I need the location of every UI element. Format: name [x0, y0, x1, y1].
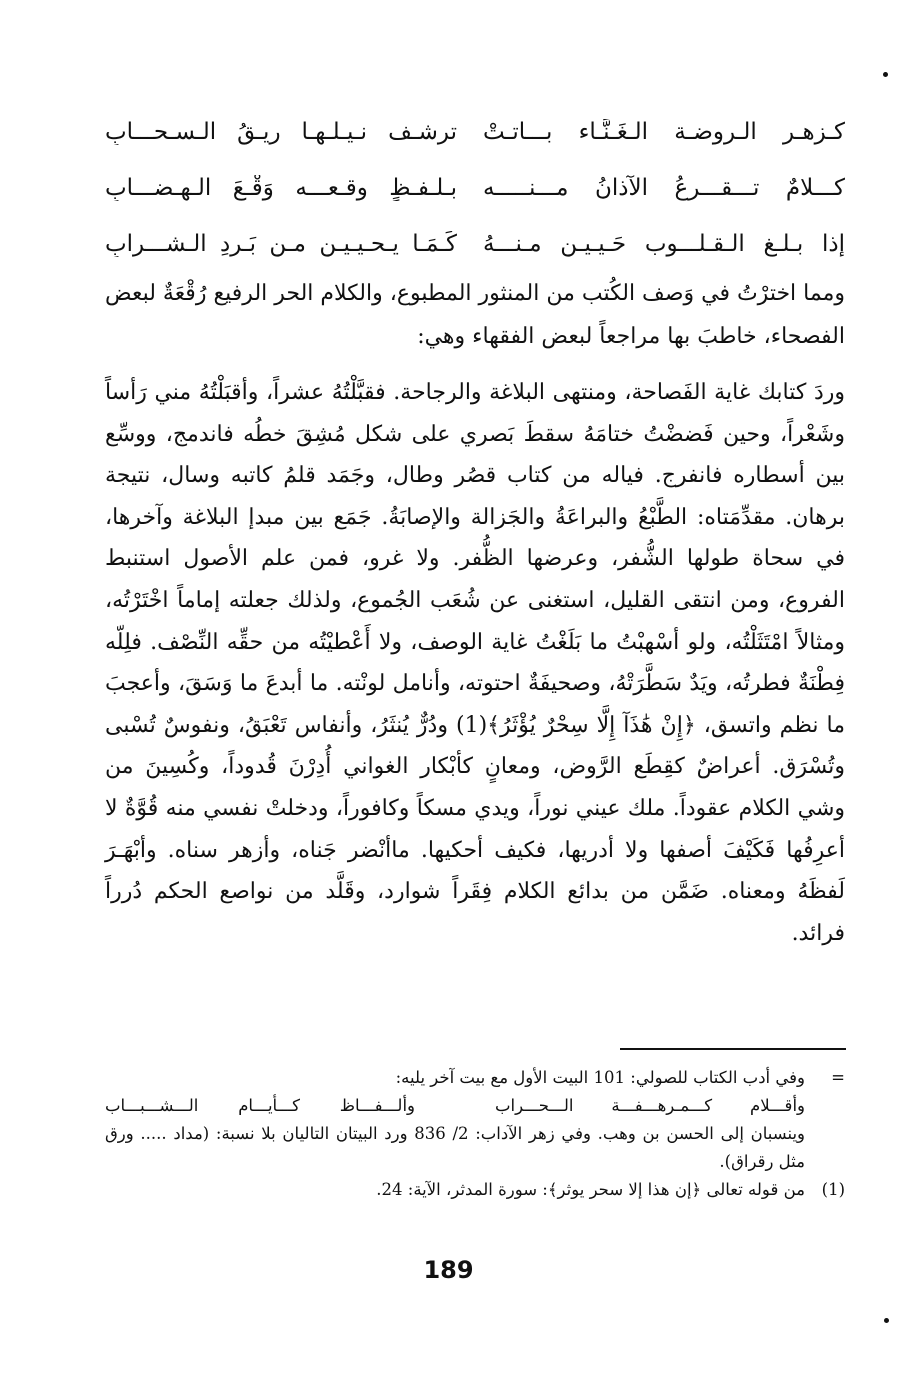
footnote-text: من قوله تعالى ﴿إن هذا إلا سحر يوثر﴾: سورة المدثر، الآية: 24. [376, 1180, 805, 1199]
footnote-continuation-2 [105, 1120, 845, 1176]
footnote-continuation [105, 1064, 845, 1092]
poem-verses [105, 104, 845, 272]
footnote-text: وفي أدب الكتاب للصولي: 101 البيت الأول مع بيت آخر يليه: [395, 1068, 805, 1087]
footnote-marker: (1) [821, 1180, 845, 1199]
verse-line [105, 104, 845, 160]
verse-first-hemistich: كـــلامٌ تـــقـــرعُ الآذانُ مـــنـــــه [483, 175, 845, 201]
footnote-marker: = [831, 1068, 845, 1087]
intro-paragraph: ومما اخترْتُ في وَصف الكُتب من المنثور المطبوع، والكلام الحر الرفيع رُقْعَةٌ لبعض الفصحاء، خاطبَ بها مراجعاً لبعض الفقهاء وهي: [105, 281, 845, 349]
letter-paragraph: وردَ كتابك غاية الفَصاحة، ومنتهى البلاغة والرجاحة. فقبَّلْتُهُ عشراً، وأقبَلْتُهُ مني رَأساً وشَعْراً، وحين فَضضْتُ ختامَهُ سقطَ بَصري على شكل مُشِقَ خطُه فاندمج، ووسِّع بين أسطاره فانفرج. فياله من كتاب قصُر وطال، وجَمَد قلمُ كاتبه وسال، نتيجة برهان. مقدِّمَتاه: الطَّبْعُ والبراعَةُ والجَزالة والإصابَةُ. جَمَع بين مبدإ البلاغة وآخرها، في سحاة طولها الشُّفر، وعرضها الظُّفر. ولا غرو، فمن علم الأصول استنبط الفروع، ومن انتقى القليل، استغنى عن شُعَب الجُموع، ولذلك جعلته إماماً اخْتَرْتُه، ومثالاً امْتَثَلْتُه، ولو أسْهبْتُ ما بَلَغْتُ غاية الوصف، ولا أَعْطيْتُه من حقِّه النِّصْف. فلِلّه فِطْنَةٌ فطرتُه، ويَدٌ سَطَّرَتْهُ، وصحيفَةٌ احتوته، وأنامل لونْته. ما أبدعَ ما وَسَقَ، وأعجبَ ما نظم واتسق، ﴿إِنْ هَٰذَآ إِلَّا سِحْرٌ يُؤْثَرُ﴾(1) ودُرٌّ يُنثَرُ، وأنفاس تَعْبَقُ، ونفوسٌ تُسْبى وتُسْرَق. أعراضٌ كقِطَع الرَّوض، ومعانٍ كأبْكار الغواني أُدِرْنَ قُدوداً، وكُسِينَ من وشي الكلام عقوداً. ملك عيني نوراً، ويدي مسكاً وكافوراً، ودخلتْ نفسي منه قُوَّةٌ لا أعرِفُها فَكَيْفَ أصفها ولا أدريها، فكيف أحكيها. ماأنْضر جَناه، وأزهر سناه. وأبْهَـرَ لَفظَهُ ومعناه. ضَمَّن من بدائع الكلام فِقَراً شوارد، وقَلَّد من نواصع الحكم دُرراً فرائد. [105, 380, 845, 946]
letter-paragraph-block [105, 372, 845, 954]
footnote-text: وينسبان إلى الحسن بن وهب. وفي زهر الآداب: 2/ 836 ورد البيتان التاليان بلا نسبة: (مداد ..... ورق مثل رقراق). [105, 1124, 806, 1171]
verse-second-hemistich: بـلـفـظٍ وقـعـــه وَقْـعَ الـهـضـــابِ [105, 175, 457, 201]
verse-second-hemistich: ترشـف نـيـلـهـا ريـقُ الـسـحـــابِ [105, 119, 457, 145]
footnote-separator [620, 1048, 846, 1050]
verse-first-hemistich: إذا بـلـغ الـقـلـــوب حَـيـيـن مـنـــهُ [483, 231, 845, 257]
verse-first-hemistich: كـزهـر الـروضـة الـغَـنَّـاء بـــاتـتْ [483, 119, 845, 145]
verse-second-hemistich: كَـمَـا يـحـيـيـن مـن بَـردِ الـشـــرابِ [105, 231, 457, 257]
footnote-verse [105, 1092, 845, 1120]
verse-line [105, 160, 845, 216]
footnote-1 [105, 1176, 845, 1204]
footnote-verse-first: وأقـــلام كـــمـرهـــفـــة الـــحـــراب [495, 1096, 805, 1115]
page-number: 189 [423, 1256, 474, 1284]
verse-line [105, 216, 845, 272]
footnote-verse-second: وألـــفـــاظ كـــأيـــام الـــشـــبـــاب [105, 1096, 415, 1115]
intro-paragraph-block [105, 272, 845, 358]
footnotes [105, 1064, 845, 1204]
margin-mark-bottom [884, 1318, 889, 1323]
margin-mark-top [883, 72, 888, 77]
